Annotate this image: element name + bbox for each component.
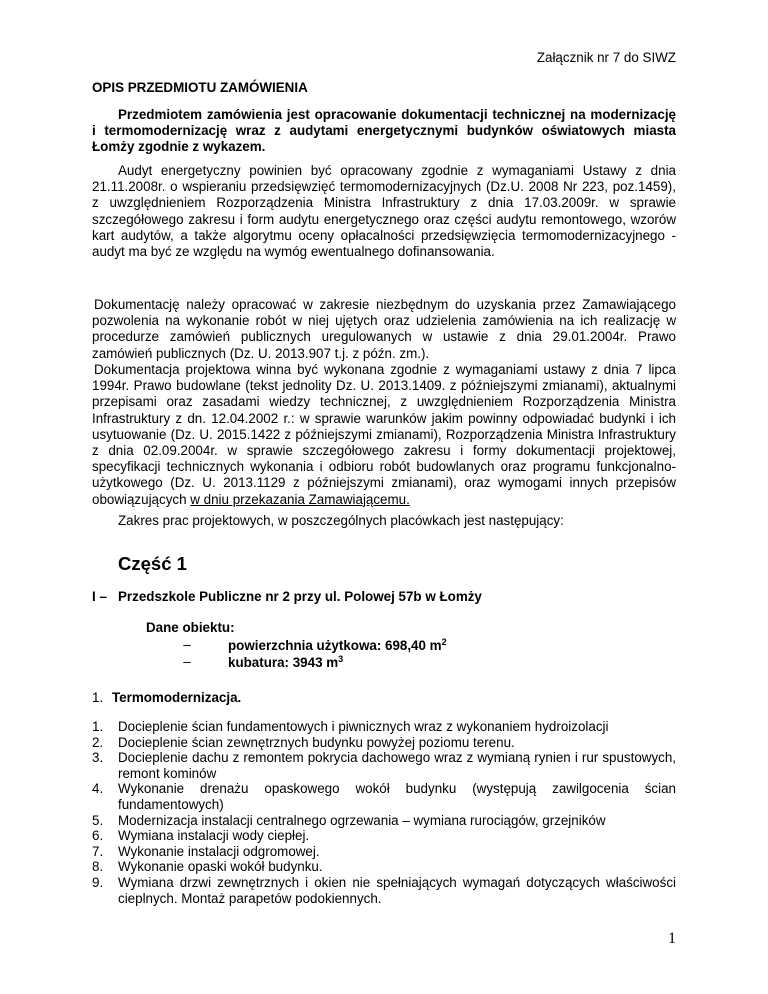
audit-paragraph: Audyt energetyczny powinien być opracowany zgodnie z wymaganiami Ustawy z dnia 21.11.2008r. o wspieraniu przedsięwzięć termomodernizacyjnych (Dz.U. 2008 Nr 223, poz.1459), z uwzględnieniem Rozporządzenia Ministra Infrastruktury z dnia 17.03.2009r. w sprawie szczegółowego zakresu i form audytu energetycznego oraz części audytu remontowego, wzorów kart audytów, a także algorytmu oceny opłacalności przedsięwzięcia termomodernizacyjnego - audyt ma być ze względu na wymóg ewentualnego dofinansowania. [92, 163, 676, 260]
scope-paragraph: Zakres prac projektowych, w poszczególnych placówkach jest następujący: [118, 513, 564, 528]
list-item-text: Docieplenie dachu z remontem pokrycia dachowego wraz z wymianą rynien i rur spustowych, remont kominów [118, 750, 676, 781]
dash-bullet: – [183, 654, 191, 669]
thermo-steps-list [92, 719, 676, 906]
list-item-number: 4. [92, 781, 104, 797]
list-item [92, 875, 676, 906]
facility-name: Przedszkole Publiczne nr 2 przy ul. Polowej 57b w Łomży [118, 589, 482, 604]
section-title: Termomodernizacja. [112, 690, 242, 705]
section-number: 1. [92, 690, 104, 705]
list-item-number: 2. [92, 734, 104, 750]
dash-bullet: – [183, 637, 191, 652]
subject-paragraph: Przedmiotem zamówienia jest opracowanie dokumentacji technicznej na modernizację i termomodernizację wraz z audytami energetycznymi budynków oświatowych miasta Łomży zgodnie z wykazem. [92, 107, 676, 155]
volume-superscript: 3 [338, 654, 344, 664]
list-item [92, 750, 676, 781]
annex-label: Załącznik nr 7 do SIWZ [536, 50, 676, 65]
list-item-number: 8. [92, 859, 104, 875]
object-data-area [146, 637, 447, 654]
list-item-text: Wykonanie drenażu opaskowego wokół budynku (występują zawilgocenia ścian fundamentowych) [118, 781, 676, 812]
section-heading [92, 690, 241, 705]
list-item-text: Wykonanie instalacji odgromowej. [118, 843, 320, 859]
list-item [92, 844, 676, 860]
facility-heading [92, 589, 482, 604]
object-data-volume [146, 654, 447, 671]
list-item-number: 1. [92, 719, 104, 734]
list-item-text: Wykonanie opaski wokół budynku. [118, 859, 323, 875]
project-paragraph-text: Dokumentacja projektowa winna być wykonana zgodnie z wymaganiami ustawy z dnia 7 lipca 1994r. Prawo budowlane (tekst jednolity Dz. U. 2013.1409. z późniejszymi zmianami), aktualnymi przepisami oraz zasadami wiedzy technicznej, z uwzględnieniem Rozporządzenia Ministra Infrastruktury z dn. 12.04.2002 r.: w sprawie warunków jakim powinny odpowiadać budynki i ich usytuowanie (Dz. U. 2015.1422 z późniejszymi zmianami), Rozporządzenia Ministra Infrastruktury z dnia 02.09.2004r. w sprawie szczegółowego zakresu i formy dokumentacji projektowej, specyfikacji technicznych wykonania i odbioru robót budowlanych oraz programu funkcjonalno-użytkowego (Dz. U. 2013.1129 z późniejszymi zmianami), oraz wymogami innych przepisów obowiązujących [92, 362, 676, 507]
project-paragraph [92, 362, 676, 508]
list-item [92, 828, 676, 844]
project-paragraph-underlined: w dniu przekazania Zamawiającemu. [190, 491, 410, 507]
area-label: powierzchnia użytkowa: 698,40 m [228, 638, 442, 653]
list-item [92, 859, 676, 875]
list-item [92, 719, 676, 735]
list-item-number: 9. [92, 874, 104, 890]
volume-label: kubatura: 3943 m [228, 655, 339, 670]
list-item [92, 813, 676, 829]
list-item-text: Docieplenie ścian zewnętrznych budynku powyżej poziomu terenu. [118, 734, 515, 750]
list-item-number: 3. [92, 750, 104, 766]
document-title: OPIS PRZEDMIOTU ZAMÓWIENIA [92, 80, 308, 95]
area-value [228, 637, 447, 654]
page-number: 1 [668, 930, 676, 947]
object-data-list [146, 637, 447, 671]
list-item [92, 735, 676, 751]
list-item [92, 781, 676, 812]
volume-value [228, 654, 343, 671]
list-item-text: Wymiana drzwi zewnętrznych i okien nie spełniających wymagań dotyczących właściwości cieplnych. Montaż parapetów podokiennych. [118, 874, 676, 906]
area-superscript: 2 [441, 637, 447, 647]
part-title: Część 1 [118, 553, 187, 574]
list-item-text: Wymiana instalacji wody ciepłej. [118, 828, 310, 844]
list-item-number: 5. [92, 812, 104, 828]
documentation-paragraph: Dokumentację należy opracować w zakresie niezbędnym do uzyskania przez Zamawiającego pozwolenia na wykonanie robót w niej ujętych oraz udzielenia zamówienia na ich realizację w procedurze zamówień publicznych uregulowanych w ustawie z dnia 29.01.2004r. Prawo zamówień publicznych (Dz. U. 2013.907 t.j. z późn. zm.). [92, 297, 676, 361]
list-item-text: Docieplenie ścian fundamentowych i piwnicznych wraz z wykonaniem hydroizolacji [118, 719, 609, 734]
list-item-number: 6. [92, 828, 104, 844]
list-item-text: Modernizacja instalacji centralnego ogrzewania – wymiana rurociągów, grzejników [118, 812, 606, 828]
facility-roman: I – [92, 589, 107, 604]
object-data-label: Dane obiektu: [146, 620, 235, 635]
list-item-number: 7. [92, 843, 104, 859]
